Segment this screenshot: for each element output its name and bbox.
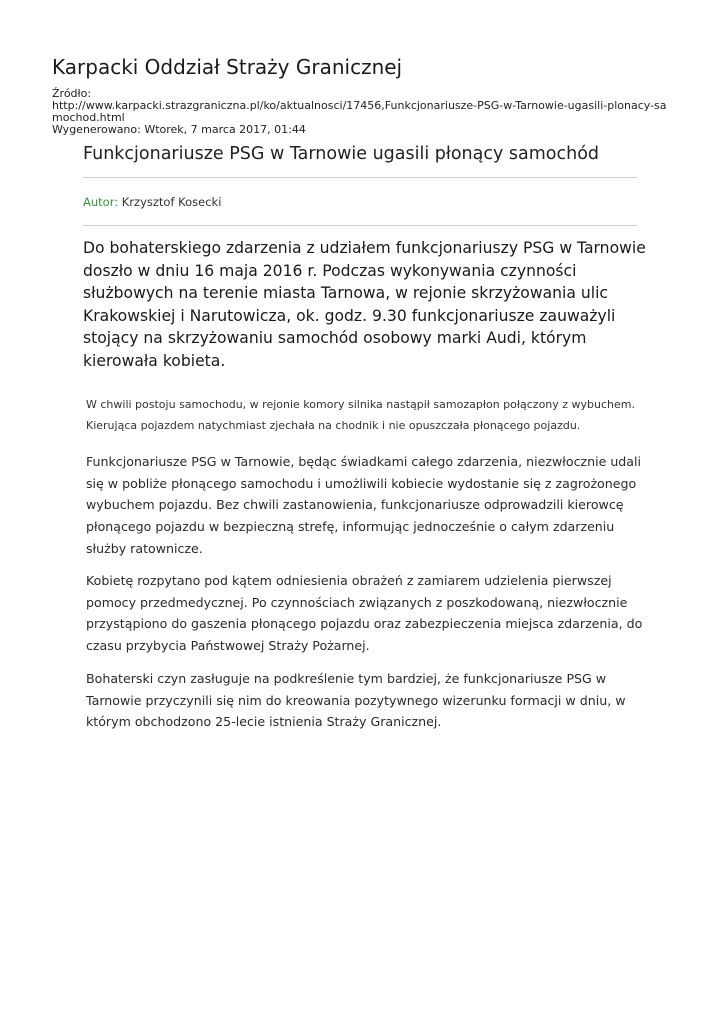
- author-label: Autor:: [83, 195, 119, 209]
- author-name: Krzysztof Kosecki: [121, 195, 222, 209]
- generated-date: Wygenerowano: Wtorek, 7 marca 2017, 01:44: [52, 123, 306, 136]
- document-meta: [52, 88, 672, 136]
- article-paragraph-4: Bohaterski czyn zasługuje na podkreślenie tym bardziej, że funkcjonariusze PSG w Tarnowie przyczynili się nim do kreowania pozytywnego wizerunku formacji w dniu, w którym obchodzono 25-lecie istnienia Straży Granicznej.: [86, 671, 626, 730]
- author-line: [83, 195, 221, 209]
- article-paragraph-3: Kobietę rozpytano pod kątem odniesienia obrażeń z zamiarem udzielenia pierwszej pomocy przedmedycznej. Po czynnościach związanych z poszkodowaną, niezwłocznie przystąpiono do gaszenia płonącego pojazdu oraz zabezpieczenia miejsca zdarzenia, do czasu przybycia Państwowej Straży Pożarnej.: [86, 573, 643, 654]
- source-url[interactable]: http://www.karpacki.strazgraniczna.pl/ko/aktualnosci/17456,Funkcjonariusze-PSG-w-Tarnowie-ugasili-plonacy-samochod.html: [52, 99, 667, 124]
- title-divider: [83, 177, 637, 178]
- article-lead: Do bohaterskiego zdarzenia z udziałem funkcjonariuszy PSG w Tarnowie doszło w dniu 16 maja 2016 r. Podczas wykonywania czynności służbowych na terenie miasta Tarnowa, w rejonie skrzyżowania ulic Krakowskiej i Narutowicza, ok. godz. 9.30 funkcjonariusze zauważyli stojący na skrzyżowaniu samochód osobowy marki Audi, którym kierowała kobieta.: [83, 239, 646, 370]
- site-title: Karpacki Oddział Straży Granicznej: [52, 55, 403, 79]
- source-label: Źródło:: [52, 87, 92, 100]
- article-paragraph-2: Funkcjonariusze PSG w Tarnowie, będąc świadkami całego zdarzenia, niezwłocznie udali się w pobliże płonącego samochodu i umożliwili kobiecie wydostanie się z zagrożonego wybuchem pojazdu. Bez chwili zastanowienia, funkcjonariusze odprowadzili kierowcę płonącego pojazdu w bezpieczną strefę, informując jednocześnie o całym zdarzeniu służby ratownicze.: [86, 454, 642, 556]
- article-paragraph-1: W chwili postoju samochodu, w rejonie komory silnika nastąpił samozapłon połączony z wybuchem. Kierująca pojazdem natychmiast zjechała na chodnik i nie opuszczała płonącego pojazdu.: [86, 398, 636, 432]
- article-title: Funkcjonariusze PSG w Tarnowie ugasili płonący samochód: [83, 144, 600, 164]
- author-divider: [83, 225, 637, 226]
